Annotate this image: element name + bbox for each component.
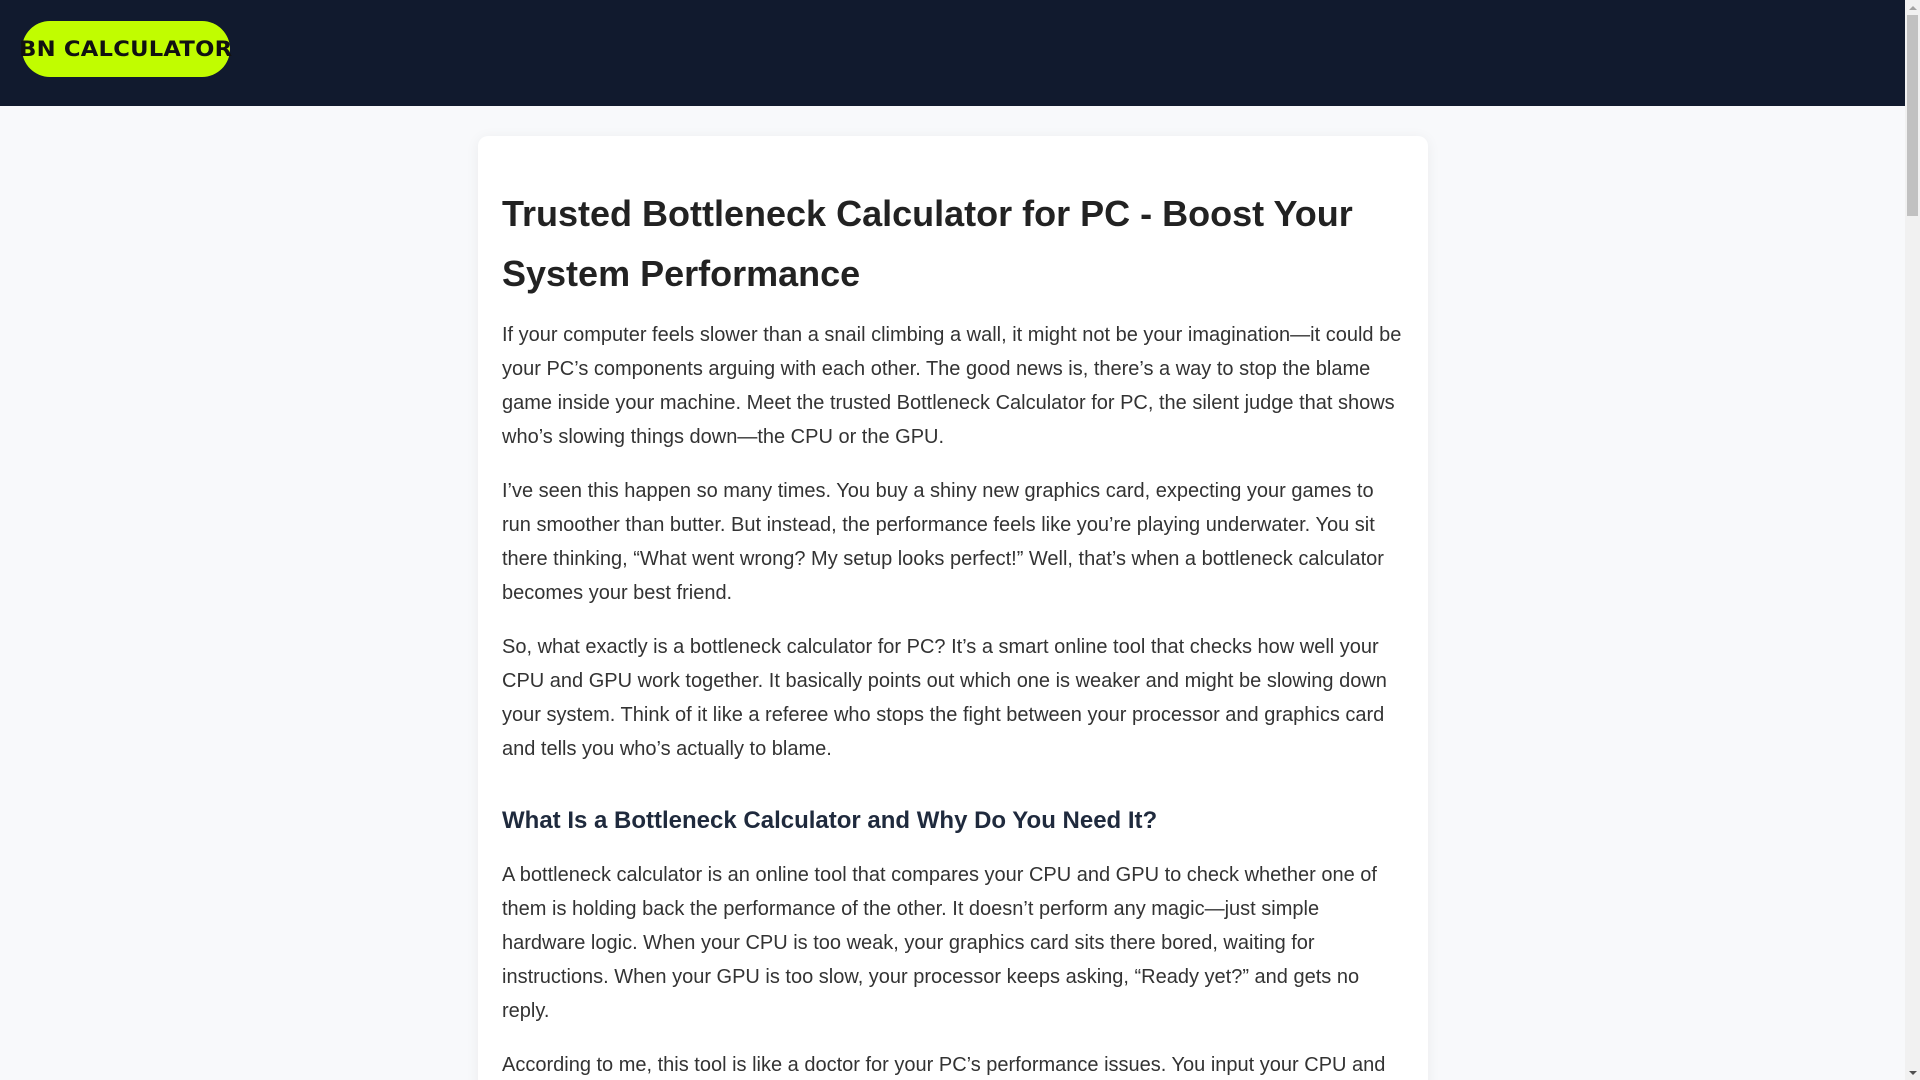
arrow-down-icon [1909,1071,1917,1075]
logo-text: BN CALCULATOR [19,37,233,61]
intro-paragraph-1: If your computer feels slower than a snail climbing a wall, it might not be your imagination—it could be your PC’s components arguing with each other. The good news is, there’s a way to stop the blame game inside your machine. Meet the trusted Bottleneck Calculator for PC, the silent judge that shows who’s slowing things down—the CPU or the GPU. [502,324,1402,448]
intro-paragraph-3: So, what exactly is a bottleneck calculator for PC? It’s a smart online tool that checks how well your CPU and GPU work together. It basically points out which one is weaker and might be slowing down your system. Think of it like a referee who stops the fight between your processor and graphics card and tells you who’s actually to blame. [502,636,1387,760]
scrollbar-thumb[interactable] [1907,15,1918,216]
intro-paragraph-2: I’ve seen this happen so many times. You buy a shiny new graphics card, expecting your games to run smoother than butter. But instead, the performance feels like you’re playing underwater. You sit there thinking, “What went wrong? My setup looks perfect!” Well, that’s when a bottleneck calculator becomes your best friend. [502,480,1384,604]
arrow-up-icon [1909,6,1917,10]
scroll-down-button[interactable] [1905,1065,1920,1080]
article-card [478,136,1428,1080]
section-paragraph-2: According to me, this tool is like a doctor for your PC’s performance issues. You input your CPU and [502,1054,1386,1076]
site-header [0,0,1905,106]
page-title: Trusted Bottleneck Calculator for PC - Boost Your System Performance [502,193,1353,294]
logo-link[interactable] [19,21,233,77]
section-heading: What Is a Bottleneck Calculator and Why Do You Need It? [502,807,1158,834]
section-paragraph-1: A bottleneck calculator is an online tool that compares your CPU and GPU to check whether one of them is holding back the performance of the other. It doesn’t perform any magic—just simple hardware logic. When your CPU is too weak, your graphics card sits there bored, waiting for instructions. When your GPU is too slow, your processor keeps asking, “Ready yet?” and gets no reply. [502,864,1377,1022]
vertical-scrollbar[interactable] [1905,0,1920,1080]
scroll-up-button[interactable] [1905,0,1920,15]
